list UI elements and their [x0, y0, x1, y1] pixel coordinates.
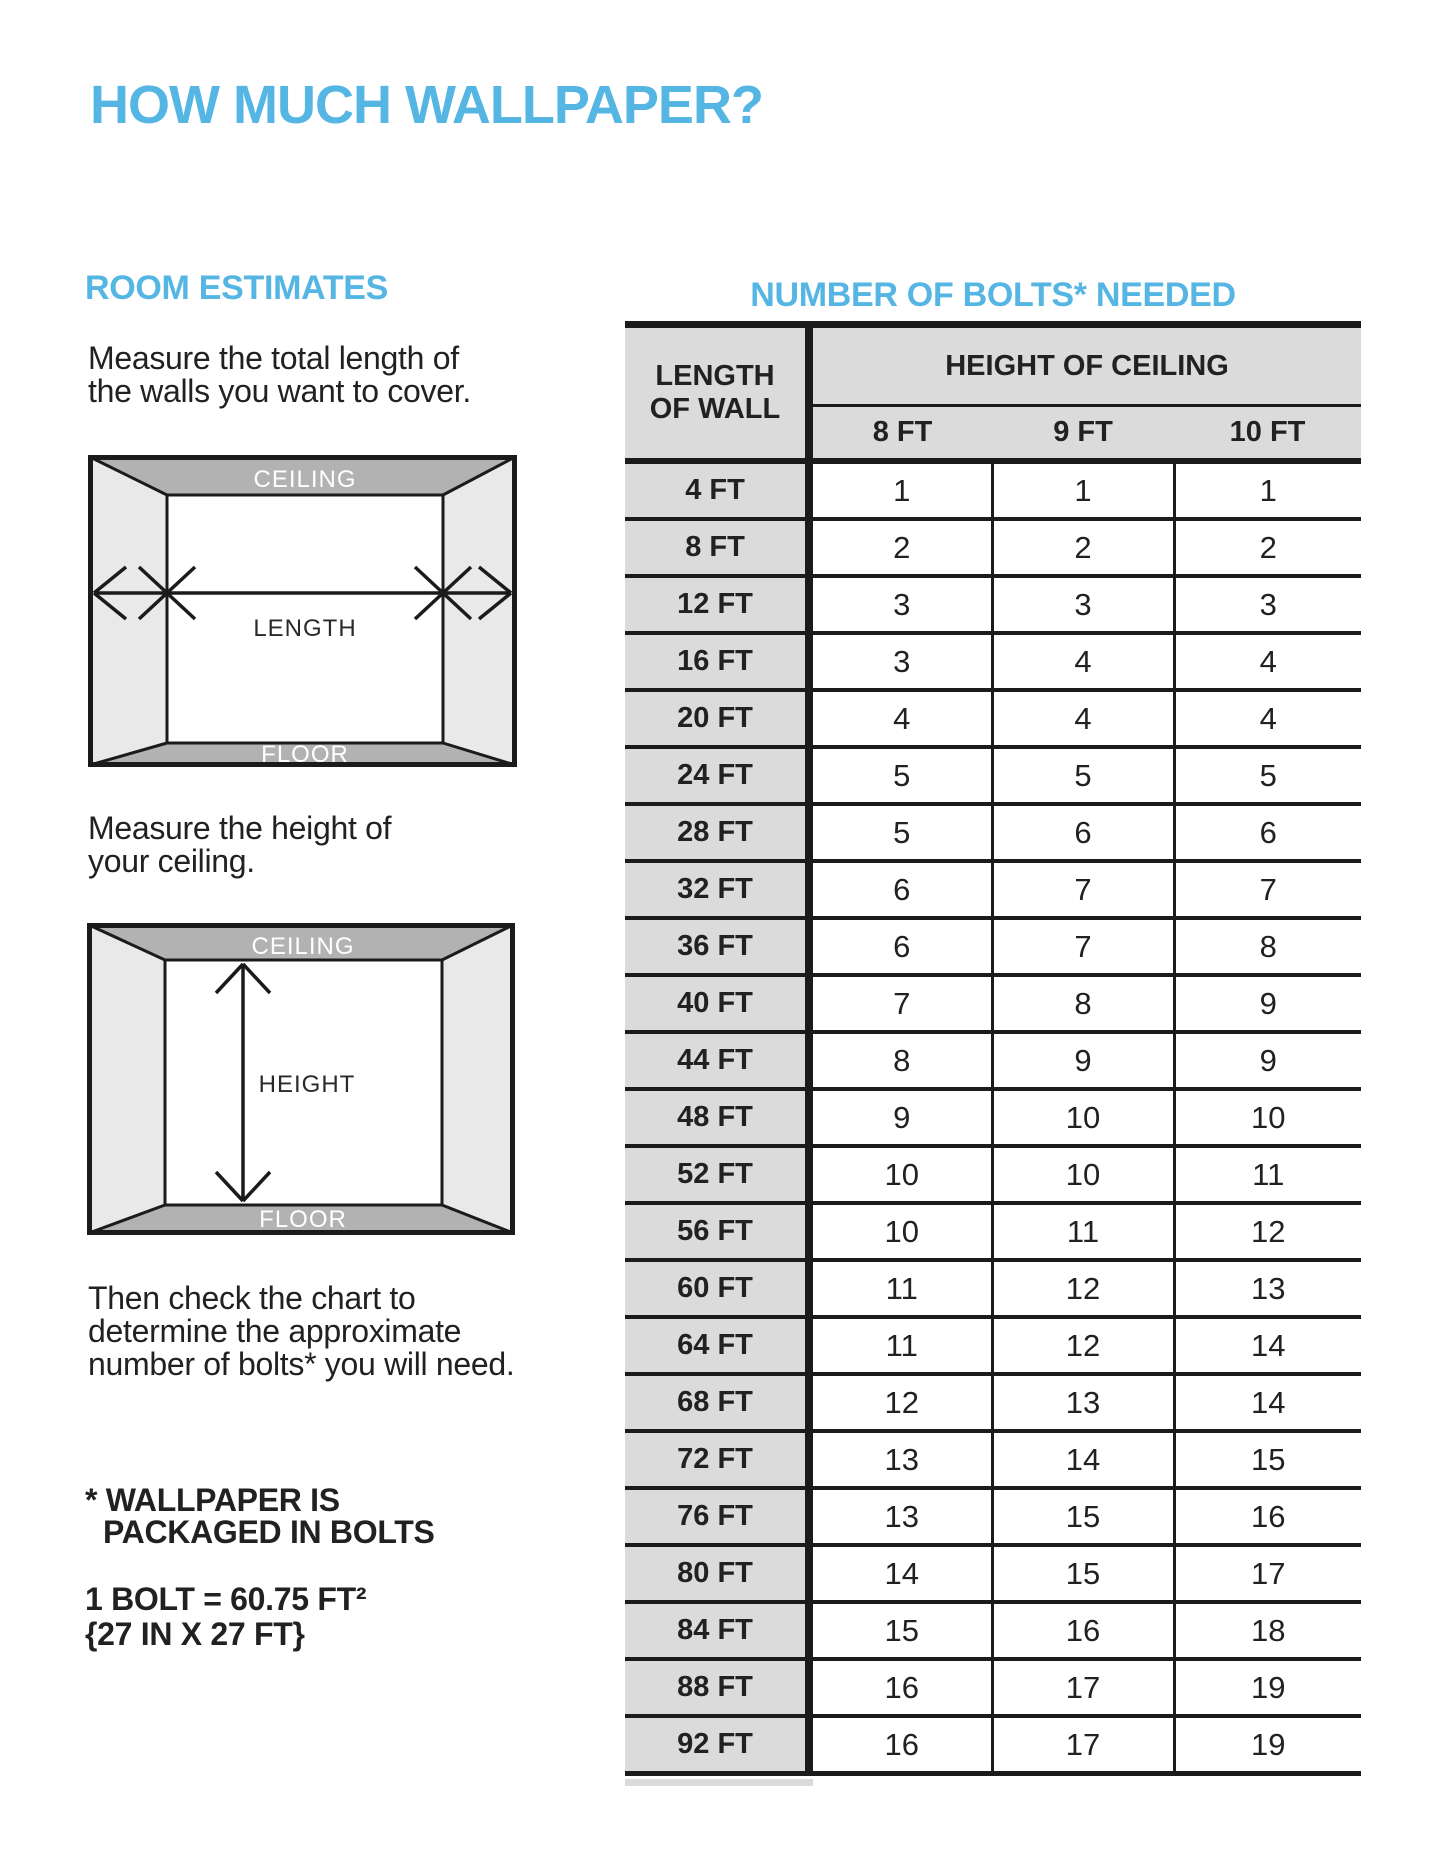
instruction-check-chart [88, 1282, 515, 1381]
bolt-count-cell: 2 [809, 519, 992, 576]
bolt-count-cell: 17 [992, 1716, 1174, 1774]
text-line: {27 IN X 27 FT} [85, 1616, 305, 1652]
wall-length-cell: 20 FT [625, 690, 809, 747]
bolt-count-cell: 2 [992, 519, 1174, 576]
bolt-count-cell: 6 [1174, 804, 1361, 861]
table-row [625, 519, 1361, 576]
text-line: PACKAGED IN BOLTS [103, 1514, 435, 1550]
bolt-count-cell: 7 [992, 861, 1174, 918]
bolt-size-info [85, 1582, 366, 1652]
bolt-count-cell: 9 [1174, 1032, 1361, 1089]
bolt-count-cell: 3 [1174, 576, 1361, 633]
ceiling-label: CEILING [253, 466, 357, 493]
bolt-count-cell: 10 [809, 1203, 992, 1260]
bolts-table-header [625, 325, 1361, 462]
table-row [625, 1659, 1361, 1716]
bolt-count-cell: 6 [992, 804, 1174, 861]
bolt-count-cell: 9 [809, 1089, 992, 1146]
table-row [625, 1488, 1361, 1545]
wall-length-cell: 72 FT [625, 1431, 809, 1488]
bolt-count-cell: 14 [809, 1545, 992, 1602]
bolt-count-cell: 9 [992, 1032, 1174, 1089]
instruction-measure-height [88, 812, 391, 878]
table-row [625, 747, 1361, 804]
bolt-count-cell: 14 [992, 1431, 1174, 1488]
bolt-count-cell: 6 [809, 861, 992, 918]
bolt-count-cell: 7 [1174, 861, 1361, 918]
text-line: * WALLPAPER IS [85, 1482, 340, 1518]
left-wall-surface [89, 925, 165, 1233]
bolt-count-cell: 4 [992, 633, 1174, 690]
text-line: 1 BOLT = 60.75 FT² [85, 1581, 367, 1617]
bolt-count-cell: 13 [809, 1431, 992, 1488]
text-line: OF WALL [649, 393, 781, 425]
text-line: LENGTH [655, 360, 775, 392]
wall-length-cell: 84 FT [625, 1602, 809, 1659]
wallpaper-bolts-footnote [85, 1484, 435, 1548]
bolt-count-cell: 17 [1174, 1545, 1361, 1602]
bolt-count-cell: 15 [1174, 1431, 1361, 1488]
table-row [625, 1260, 1361, 1317]
bolt-count-cell: 6 [809, 918, 992, 975]
bolt-count-cell: 16 [1174, 1488, 1361, 1545]
table-row [625, 1146, 1361, 1203]
wall-length-cell: 68 FT [625, 1374, 809, 1431]
bolt-count-cell: 4 [1174, 633, 1361, 690]
table-row [625, 1545, 1361, 1602]
text-line: Measure the height of [88, 810, 392, 846]
room-length-diagram [88, 455, 517, 767]
table-row [625, 1602, 1361, 1659]
table-row [625, 633, 1361, 690]
bolt-count-cell: 12 [992, 1260, 1174, 1317]
table-row [625, 461, 1361, 519]
wall-length-cell: 28 FT [625, 804, 809, 861]
bolt-count-cell: 13 [992, 1374, 1174, 1431]
text-line: Measure the total length of [88, 340, 459, 376]
bolt-count-cell: 11 [809, 1260, 992, 1317]
table-row [625, 1203, 1361, 1260]
bolt-count-cell: 8 [809, 1032, 992, 1089]
bolt-count-cell: 12 [809, 1374, 992, 1431]
table-row [625, 1716, 1361, 1774]
wall-length-cell: 88 FT [625, 1659, 809, 1716]
text-line: the walls you want to cover. [88, 373, 471, 409]
text-line: number of bolts* you will need. [88, 1346, 515, 1382]
wall-length-cell: 56 FT [625, 1203, 809, 1260]
bolt-count-cell: 16 [992, 1602, 1174, 1659]
table-row [625, 1317, 1361, 1374]
bolt-count-cell: 13 [1174, 1260, 1361, 1317]
left-wall-surface [90, 457, 167, 765]
room-height-diagram [87, 923, 515, 1235]
wall-length-cell: 12 FT [625, 576, 809, 633]
wall-length-cell: 4 FT [625, 461, 809, 519]
bolt-count-cell: 11 [809, 1317, 992, 1374]
bolt-count-cell: 19 [1174, 1659, 1361, 1716]
bolt-count-cell: 9 [1174, 975, 1361, 1032]
table-row [625, 1374, 1361, 1431]
floor-label: FLOOR [259, 1206, 347, 1233]
table-gray-stub [625, 1779, 813, 1786]
wall-length-cell: 16 FT [625, 633, 809, 690]
wall-length-cell: 8 FT [625, 519, 809, 576]
bolt-count-cell: 15 [992, 1545, 1174, 1602]
bolt-count-cell: 17 [992, 1659, 1174, 1716]
wall-length-cell: 52 FT [625, 1146, 809, 1203]
bolt-count-cell: 8 [1174, 918, 1361, 975]
height-label: HEIGHT [258, 1071, 356, 1098]
bolt-count-cell: 1 [992, 461, 1174, 519]
text-line: Then check the chart to [88, 1280, 416, 1316]
ceiling-label: CEILING [251, 933, 355, 960]
bolts-needed-heading: NUMBER OF BOLTS* NEEDED [750, 276, 1236, 314]
bolt-count-cell: 2 [1174, 519, 1361, 576]
right-wall-surface [443, 457, 515, 765]
ceiling-8ft-header: 8 FT [809, 406, 992, 462]
table-row [625, 1431, 1361, 1488]
bolt-count-cell: 5 [992, 747, 1174, 804]
bolt-count-cell: 5 [809, 804, 992, 861]
table-row [625, 804, 1361, 861]
wall-length-cell: 24 FT [625, 747, 809, 804]
instruction-measure-length [88, 342, 471, 408]
bolt-count-cell: 1 [809, 461, 992, 519]
bolt-count-cell: 3 [992, 576, 1174, 633]
right-wall-surface [442, 925, 513, 1233]
bolt-count-cell: 8 [992, 975, 1174, 1032]
wall-length-cell: 92 FT [625, 1716, 809, 1774]
wall-length-cell: 80 FT [625, 1545, 809, 1602]
bolt-count-cell: 5 [809, 747, 992, 804]
text-line: your ceiling. [88, 843, 255, 879]
table-row [625, 1089, 1361, 1146]
bolt-count-cell: 15 [992, 1488, 1174, 1545]
bolts-table-body [625, 461, 1361, 1774]
bolt-count-cell: 1 [1174, 461, 1361, 519]
wall-length-cell: 64 FT [625, 1317, 809, 1374]
bolt-count-cell: 15 [809, 1602, 992, 1659]
floor-label: FLOOR [261, 741, 349, 767]
table-row [625, 918, 1361, 975]
bolt-count-cell: 14 [1174, 1317, 1361, 1374]
bolt-count-cell: 4 [992, 690, 1174, 747]
length-label: LENGTH [253, 615, 357, 642]
bolt-count-cell: 7 [992, 918, 1174, 975]
wall-length-cell: 36 FT [625, 918, 809, 975]
bolt-count-cell: 13 [809, 1488, 992, 1545]
bolt-count-cell: 16 [809, 1716, 992, 1774]
page-title: HOW MUCH WALLPAPER? [90, 75, 763, 135]
bolt-count-cell: 11 [992, 1203, 1174, 1260]
bolt-count-cell: 7 [809, 975, 992, 1032]
length-of-wall-header [625, 325, 809, 462]
table-row [625, 1032, 1361, 1089]
bolt-count-cell: 12 [1174, 1203, 1361, 1260]
bolt-count-cell: 3 [809, 633, 992, 690]
table-row [625, 975, 1361, 1032]
bolt-count-cell: 4 [1174, 690, 1361, 747]
bolt-count-cell: 10 [1174, 1089, 1361, 1146]
bolt-count-cell: 5 [1174, 747, 1361, 804]
wall-length-cell: 32 FT [625, 861, 809, 918]
bolts-table-container [625, 321, 1361, 1776]
ceiling-9ft-header: 9 FT [992, 406, 1174, 462]
bolt-count-cell: 18 [1174, 1602, 1361, 1659]
bolt-count-cell: 14 [1174, 1374, 1361, 1431]
bolt-count-cell: 16 [809, 1659, 992, 1716]
bolt-count-cell: 11 [1174, 1146, 1361, 1203]
wall-length-cell: 44 FT [625, 1032, 809, 1089]
text-line: determine the approximate [88, 1313, 462, 1349]
table-row [625, 861, 1361, 918]
height-of-ceiling-header: HEIGHT OF CEILING [809, 325, 1361, 406]
wall-length-cell: 48 FT [625, 1089, 809, 1146]
bolt-count-cell: 12 [992, 1317, 1174, 1374]
bolts-table [625, 321, 1361, 1776]
bolt-count-cell: 10 [992, 1146, 1174, 1203]
table-row [625, 690, 1361, 747]
bolt-count-cell: 3 [809, 576, 992, 633]
bolt-count-cell: 4 [809, 690, 992, 747]
bolt-count-cell: 10 [809, 1146, 992, 1203]
bolt-count-cell: 19 [1174, 1716, 1361, 1774]
room-estimates-heading: ROOM ESTIMATES [85, 269, 389, 307]
wall-length-cell: 40 FT [625, 975, 809, 1032]
wall-length-cell: 60 FT [625, 1260, 809, 1317]
table-row [625, 576, 1361, 633]
bolt-count-cell: 10 [992, 1089, 1174, 1146]
wall-length-cell: 76 FT [625, 1488, 809, 1545]
ceiling-10ft-header: 10 FT [1174, 406, 1361, 462]
